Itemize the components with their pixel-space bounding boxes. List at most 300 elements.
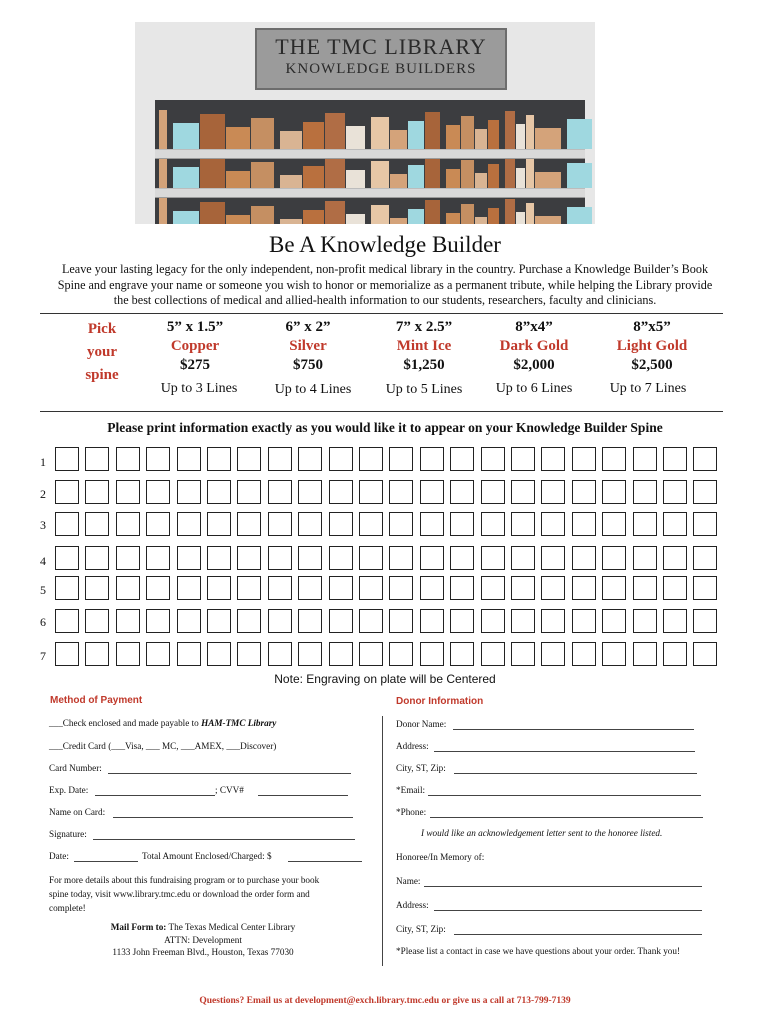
letter-box[interactable]: [55, 576, 79, 600]
donor-email-label: *Email:: [396, 785, 426, 795]
letter-box[interactable]: [693, 447, 717, 471]
book: [488, 164, 499, 188]
details-line: spine today, visit www.library.tmc.edu or download the order form and: [49, 889, 310, 899]
letter-box[interactable]: [663, 447, 687, 471]
card-number-field[interactable]: [108, 773, 351, 774]
letter-box[interactable]: [237, 447, 261, 471]
option-price: $750: [293, 357, 323, 373]
letter-box[interactable]: [85, 642, 109, 666]
honoree-address-label: Address:: [396, 900, 429, 910]
book: [567, 207, 592, 224]
letter-box[interactable]: [450, 642, 474, 666]
acknowledgement-text: I would like an acknowledgement letter sent to the honoree listed.: [421, 828, 663, 838]
book: [461, 116, 474, 149]
mail-form-block: [50, 921, 356, 959]
donor-phone-label: *Phone:: [396, 807, 427, 817]
letter-box[interactable]: [602, 609, 626, 633]
pick-word: Pick: [87, 321, 117, 337]
letter-box[interactable]: [207, 447, 231, 471]
option-size: 8”x4”: [515, 319, 553, 335]
book: [535, 128, 561, 149]
letter-box[interactable]: [572, 546, 596, 570]
letter-box[interactable]: [572, 609, 596, 633]
book: [505, 199, 515, 224]
book: [251, 162, 274, 188]
banner-image: [135, 22, 595, 224]
shelf: [155, 188, 585, 198]
letter-box[interactable]: [572, 642, 596, 666]
letter-box[interactable]: [511, 512, 535, 536]
letter-box[interactable]: [329, 642, 353, 666]
book: [371, 117, 389, 149]
card-number-label: Card Number:: [49, 763, 102, 773]
letter-box[interactable]: [481, 512, 505, 536]
letter-box[interactable]: [116, 480, 140, 504]
letter-box[interactable]: [268, 447, 292, 471]
row-number: 1: [40, 455, 46, 469]
mail-attn: ATTN: Development: [164, 934, 242, 945]
contact-note: *Please list a contact in case we have questions about your order. Thank you!: [396, 946, 681, 956]
letter-box[interactable]: [268, 609, 292, 633]
letter-box[interactable]: [663, 480, 687, 504]
letter-box[interactable]: [55, 480, 79, 504]
check-label: ___Check enclosed and made payable to: [49, 718, 202, 728]
letter-box[interactable]: [177, 480, 201, 504]
book: [446, 169, 460, 188]
letter-box[interactable]: [663, 546, 687, 570]
option-price: $275: [180, 357, 210, 373]
letter-box[interactable]: [177, 512, 201, 536]
option-size: 8”x5”: [633, 319, 671, 335]
total-label: Total Amount Enclosed/Charged: $: [142, 851, 272, 861]
letter-box[interactable]: [693, 576, 717, 600]
mail-address: 1133 John Freeman Blvd., Houston, Texas 77030: [112, 947, 294, 957]
book: [425, 200, 440, 224]
honoree-city-field[interactable]: [454, 934, 702, 935]
book: [526, 203, 534, 224]
option-lines: Up to 7 Lines: [609, 381, 687, 396]
honoree-label: Honoree/In Memory of:: [396, 852, 485, 862]
book: [226, 127, 250, 149]
mail-to: The Texas Medical Center Library: [166, 922, 296, 932]
letter-box[interactable]: [633, 480, 657, 504]
letter-box[interactable]: [177, 447, 201, 471]
book: [505, 155, 515, 188]
letter-box[interactable]: [85, 480, 109, 504]
letter-box[interactable]: [298, 480, 322, 504]
option-mint-ice[interactable]: [368, 318, 480, 375]
letter-box[interactable]: [511, 447, 535, 471]
letter-box[interactable]: [329, 512, 353, 536]
book: [446, 213, 460, 224]
exp-date-field[interactable]: [95, 795, 215, 796]
book: [200, 158, 225, 188]
letter-box[interactable]: [663, 642, 687, 666]
book: [516, 168, 525, 188]
sign-line-1: THE TMC LIBRARY: [275, 34, 487, 59]
letter-box[interactable]: [633, 512, 657, 536]
book: [390, 218, 407, 224]
option-metal: Silver: [289, 338, 327, 354]
letter-box[interactable]: [541, 512, 565, 536]
letter-box[interactable]: [268, 512, 292, 536]
signature-field[interactable]: [93, 839, 355, 840]
letter-box[interactable]: [420, 480, 444, 504]
pick-your-spine: [72, 318, 132, 387]
book: [446, 125, 460, 149]
letter-box[interactable]: [298, 546, 322, 570]
letter-box[interactable]: [420, 546, 444, 570]
letter-box[interactable]: [329, 447, 353, 471]
letter-box[interactable]: [663, 609, 687, 633]
letter-box[interactable]: [116, 576, 140, 600]
credit-card-option[interactable]: ___Credit Card (___Visa, ___ MC, ___AMEX, ___Discover): [49, 741, 277, 751]
letter-box[interactable]: [511, 546, 535, 570]
letter-box[interactable]: [116, 546, 140, 570]
book: [408, 165, 424, 188]
option-price: $1,250: [403, 357, 445, 373]
letter-box[interactable]: [389, 642, 413, 666]
letter-box[interactable]: [55, 546, 79, 570]
letter-box[interactable]: [177, 642, 201, 666]
letter-box[interactable]: [146, 609, 170, 633]
details-line: For more details about this fundraising program or to purchase your book: [49, 875, 320, 885]
letter-box[interactable]: [633, 447, 657, 471]
letter-box[interactable]: [602, 642, 626, 666]
book: [390, 174, 407, 188]
letter-box[interactable]: [450, 512, 474, 536]
letter-box[interactable]: [146, 447, 170, 471]
option-price: $2,000: [513, 357, 555, 373]
library-sign: [255, 28, 507, 90]
letter-box[interactable]: [146, 642, 170, 666]
row-number: 4: [40, 554, 46, 568]
letter-box[interactable]: [633, 546, 657, 570]
letter-box[interactable]: [572, 447, 596, 471]
letter-box[interactable]: [116, 642, 140, 666]
letter-box[interactable]: [633, 576, 657, 600]
letter-box[interactable]: [663, 512, 687, 536]
details-line: complete!: [49, 903, 86, 913]
letter-box[interactable]: [602, 480, 626, 504]
option-lines: Up to 3 Lines: [160, 381, 238, 396]
letter-box[interactable]: [420, 512, 444, 536]
letter-box[interactable]: [359, 447, 383, 471]
letter-box[interactable]: [268, 642, 292, 666]
letter-box[interactable]: [420, 447, 444, 471]
letter-box[interactable]: [146, 512, 170, 536]
letter-box[interactable]: [541, 576, 565, 600]
book: [303, 166, 324, 188]
letter-box[interactable]: [541, 480, 565, 504]
option-copper[interactable]: [139, 318, 251, 375]
letter-box[interactable]: [237, 609, 261, 633]
letter-box[interactable]: [237, 576, 261, 600]
letter-box[interactable]: [663, 576, 687, 600]
donor-city-label: City, ST, Zip:: [396, 763, 446, 773]
book: [390, 130, 407, 149]
letter-box[interactable]: [541, 609, 565, 633]
letter-box[interactable]: [116, 447, 140, 471]
letter-box[interactable]: [359, 480, 383, 504]
book: [461, 160, 474, 188]
letter-box[interactable]: [572, 480, 596, 504]
letter-box[interactable]: [146, 546, 170, 570]
letter-box[interactable]: [450, 546, 474, 570]
donor-phone-field[interactable]: [430, 817, 703, 818]
letter-box[interactable]: [268, 576, 292, 600]
book: [346, 126, 365, 149]
letter-box[interactable]: [177, 609, 201, 633]
letter-box[interactable]: [389, 576, 413, 600]
cvv-label: ; CVV#: [215, 785, 244, 795]
letter-box[interactable]: [298, 512, 322, 536]
total-field[interactable]: [288, 861, 362, 862]
letter-box[interactable]: [55, 447, 79, 471]
donor-name-field[interactable]: [453, 729, 694, 730]
book: [325, 201, 345, 224]
letter-box[interactable]: [450, 480, 474, 504]
book: [488, 208, 499, 224]
letter-box[interactable]: [481, 609, 505, 633]
name-on-card-field[interactable]: [113, 817, 353, 818]
letter-box[interactable]: [602, 576, 626, 600]
book: [173, 211, 199, 224]
letter-box[interactable]: [207, 512, 231, 536]
letter-box[interactable]: [207, 546, 231, 570]
print-instructions: Please print information exactly as you would like it to appear on your Knowledge Builder Spine: [107, 420, 663, 435]
date-field[interactable]: [74, 861, 138, 862]
option-lines: Up to 4 Lines: [274, 382, 352, 397]
book: [516, 124, 525, 149]
letter-box[interactable]: [146, 576, 170, 600]
letter-box[interactable]: [572, 576, 596, 600]
option-metal: Mint Ice: [396, 338, 452, 354]
honoree-name-label: Name:: [396, 876, 421, 886]
signature-label: Signature:: [49, 829, 87, 839]
letter-box[interactable]: [116, 512, 140, 536]
letter-box[interactable]: [207, 642, 231, 666]
book: [488, 120, 499, 149]
letter-box[interactable]: [481, 447, 505, 471]
honoree-city-label: City, ST, Zip:: [396, 924, 446, 934]
letter-box[interactable]: [268, 480, 292, 504]
check-option[interactable]: [49, 718, 276, 728]
letter-box[interactable]: [693, 609, 717, 633]
pick-word: your: [87, 344, 117, 360]
book: [173, 123, 199, 149]
letter-box[interactable]: [237, 512, 261, 536]
letter-box[interactable]: [389, 609, 413, 633]
letter-box[interactable]: [420, 642, 444, 666]
letter-box[interactable]: [420, 609, 444, 633]
donor-email-field[interactable]: [428, 795, 701, 796]
letter-box[interactable]: [602, 512, 626, 536]
letter-box[interactable]: [389, 480, 413, 504]
book: [516, 212, 525, 224]
letter-box[interactable]: [268, 546, 292, 570]
letter-box[interactable]: [329, 609, 353, 633]
letter-box[interactable]: [237, 546, 261, 570]
row-number: 6: [40, 615, 46, 629]
date-label: Date:: [49, 851, 69, 861]
row-number: 3: [40, 518, 46, 532]
honoree-address-field[interactable]: [434, 910, 702, 911]
letter-box[interactable]: [55, 512, 79, 536]
letter-box[interactable]: [177, 546, 201, 570]
letter-box[interactable]: [693, 480, 717, 504]
book: [325, 157, 345, 188]
shelf: [155, 149, 585, 159]
letter-box[interactable]: [511, 642, 535, 666]
book: [475, 173, 487, 188]
book: [226, 171, 250, 188]
book: [567, 163, 592, 188]
option-silver[interactable]: [252, 318, 364, 375]
letter-box[interactable]: [389, 546, 413, 570]
honoree-name-field[interactable]: [424, 886, 702, 887]
option-metal: Dark Gold: [499, 338, 569, 354]
letter-box[interactable]: [55, 642, 79, 666]
letter-box[interactable]: [329, 546, 353, 570]
book: [505, 111, 515, 149]
letter-box[interactable]: [693, 512, 717, 536]
letter-box[interactable]: [450, 576, 474, 600]
mail-label: Mail Form to:: [110, 922, 167, 932]
book: [425, 112, 440, 149]
letter-box[interactable]: [602, 546, 626, 570]
letter-box[interactable]: [602, 447, 626, 471]
letter-box[interactable]: [389, 512, 413, 536]
letter-box[interactable]: [450, 447, 474, 471]
name-on-card-label: Name on Card:: [49, 807, 106, 817]
book: [346, 214, 365, 224]
book: [200, 114, 225, 149]
letter-box[interactable]: [450, 609, 474, 633]
letter-box[interactable]: [85, 512, 109, 536]
letter-box[interactable]: [481, 576, 505, 600]
donor-name-label: Donor Name:: [396, 719, 447, 729]
letter-box[interactable]: [85, 546, 109, 570]
letter-box[interactable]: [633, 609, 657, 633]
option-light-gold[interactable]: [596, 318, 708, 375]
letter-box[interactable]: [481, 642, 505, 666]
letter-box[interactable]: [511, 609, 535, 633]
letter-box[interactable]: [359, 512, 383, 536]
book: [280, 131, 302, 149]
option-metal: Copper: [170, 338, 220, 354]
row-number: 2: [40, 487, 46, 501]
page-title: Be A Knowledge Builder: [269, 232, 501, 257]
book: [408, 209, 424, 224]
letter-box[interactable]: [177, 576, 201, 600]
row-number: 5: [40, 583, 46, 597]
option-size: 7” x 2.5”: [395, 319, 453, 335]
book: [280, 175, 302, 188]
book: [159, 198, 167, 224]
book: [526, 115, 534, 149]
letter-box[interactable]: [146, 480, 170, 504]
donor-address-label: Address:: [396, 741, 429, 751]
donor-address-field[interactable]: [434, 751, 695, 752]
engraving-note: Note: Engraving on plate will be Centered: [274, 672, 496, 686]
letter-box[interactable]: [207, 609, 231, 633]
exp-date-label: Exp. Date:: [49, 785, 89, 795]
letter-box[interactable]: [237, 480, 261, 504]
letter-box[interactable]: [633, 642, 657, 666]
book: [303, 210, 324, 224]
letter-box[interactable]: [481, 480, 505, 504]
letter-box[interactable]: [237, 642, 261, 666]
book: [535, 172, 561, 188]
book: [251, 206, 274, 224]
intro-text: Leave your lasting legacy for the only independent, non-profit medical library in the country. Purchase a Knowledge Builder’s Book Spine and engrave your name or someone you wish to honor or memorialize as a permanent tribute, while helping the Library provide the best collections of medical and allied-health information to our students, researchers, faculty and clinicians.: [57, 262, 713, 307]
sign-line-2: KNOWLEDGE BUILDERS: [285, 61, 477, 77]
book: [280, 219, 302, 224]
letter-box[interactable]: [481, 546, 505, 570]
letter-box[interactable]: [298, 642, 322, 666]
option-size: 5” x 1.5”: [166, 319, 224, 335]
letter-box[interactable]: [207, 480, 231, 504]
letter-box[interactable]: [298, 447, 322, 471]
book: [159, 110, 167, 149]
book: [526, 159, 534, 188]
option-dark-gold[interactable]: [478, 318, 590, 375]
letter-box[interactable]: [693, 642, 717, 666]
cvv-field[interactable]: [258, 795, 348, 796]
book: [159, 154, 167, 188]
book: [425, 156, 440, 188]
book: [251, 118, 274, 149]
letter-box[interactable]: [85, 609, 109, 633]
book: [173, 167, 199, 188]
letter-box[interactable]: [359, 642, 383, 666]
letter-box[interactable]: [511, 480, 535, 504]
book: [371, 161, 389, 188]
letter-box[interactable]: [329, 576, 353, 600]
letter-box[interactable]: [693, 546, 717, 570]
donor-city-field[interactable]: [454, 773, 697, 774]
letter-box[interactable]: [329, 480, 353, 504]
letter-box[interactable]: [298, 609, 322, 633]
letter-box[interactable]: [572, 512, 596, 536]
letter-box[interactable]: [420, 576, 444, 600]
letter-box[interactable]: [85, 576, 109, 600]
letter-box[interactable]: [298, 576, 322, 600]
book: [567, 119, 592, 149]
book: [461, 204, 474, 224]
letter-box[interactable]: [359, 609, 383, 633]
letter-box[interactable]: [541, 447, 565, 471]
book: [226, 215, 250, 224]
letter-box[interactable]: [541, 642, 565, 666]
letter-box[interactable]: [511, 576, 535, 600]
letter-box[interactable]: [116, 609, 140, 633]
letter-box[interactable]: [359, 546, 383, 570]
letter-box[interactable]: [55, 609, 79, 633]
book: [408, 121, 424, 149]
letter-box[interactable]: [541, 546, 565, 570]
book: [200, 202, 225, 224]
option-lines: Up to 5 Lines: [385, 382, 463, 397]
check-payee: HAM-TMC Library: [201, 718, 277, 728]
payment-heading: Method of Payment: [50, 695, 143, 706]
letter-box[interactable]: [359, 576, 383, 600]
letter-box[interactable]: [85, 447, 109, 471]
letter-box[interactable]: [207, 576, 231, 600]
letter-box[interactable]: [389, 447, 413, 471]
vertical-divider: [382, 716, 383, 966]
